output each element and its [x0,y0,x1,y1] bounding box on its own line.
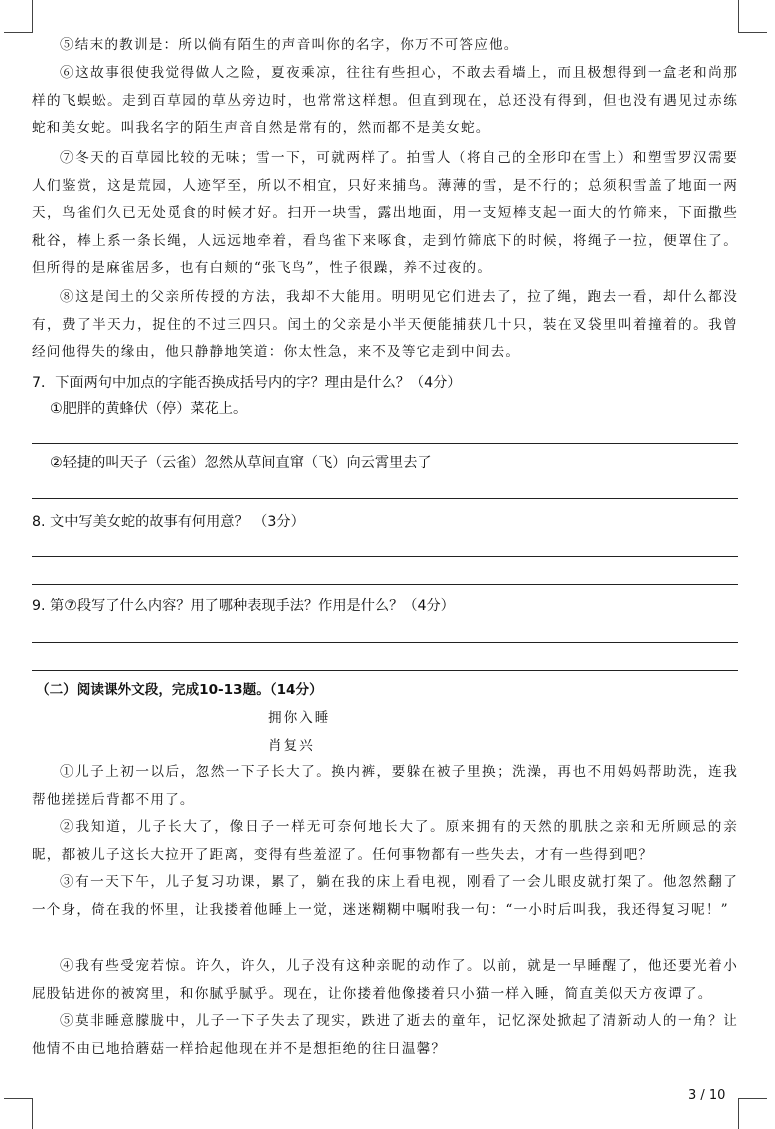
article-paragraph-1: ①儿子上初一以后，忽然一下子长大了。换内裤，要躲在被子里换；洗澡，再也不用妈妈帮助洗，连我帮他搓搓后背都不用了。 [32,764,738,808]
article-author: 肖复兴 [268,738,315,754]
passage-paragraph-7: ⑦冬天的百草园比较的无味；雪一下，可就两样了。拍雪人（将自己的全形印在雪上）和塑雪罗汉需要人们鉴赏，这是荒园，人迹罕至，所以不相宜，只好来捕鸟。薄薄的雪，是不行的；总须积雪盖了地面一两天，鸟雀们久已无处觅食的时候才好。扫开一块雪，露出地面，用一支短棒支起一面大的竹筛来，下面撒些秕谷，棒上系一条长绳，人远远地牵着，看鸟雀下来啄食，走到竹筛底下的时候，将绳子一拉，便罩住了。但所得的是麻雀居多，也有白颊的“张飞鸟”，性子很躁，养不过夜的。 [32,150,738,276]
answer-line[interactable] [32,498,738,499]
passage-paragraph-6: ⑥这故事很使我觉得做人之险，夏夜乘凉，往往有些担心，不敢去看墙上，而且极想得到一盒老和尚那样的飞蜈蚣。走到百草园的草丛旁边时，也常常这样想。但直到现在，总还没有得到，但也没有遇见过赤练蛇和美女蛇。叫我名字的陌生声音自然是常有的，然而都不是美女蛇。 [32,65,738,136]
crop-mark-bottom-left [4,1098,33,1129]
question-8: 8. 文中写美女蛇的故事有何用意？ （3分） [32,514,305,530]
crop-mark-top-left [4,0,33,33]
passage-paragraph-5: ⑤结末的教训是：所以倘有陌生的声音叫你的名字，你万不可答应他。 [60,37,519,53]
answer-line[interactable] [32,443,738,444]
page-number: 3 / 10 [688,1088,726,1103]
answer-line[interactable] [32,670,738,671]
passage-paragraph-8: ⑧这是闰土的父亲所传授的方法，我却不大能用。明明见它们进去了，拉了绳，跑去一看，却什么都没有，费了半天力，捉住的不过三四只。闰土的父亲是小半天便能捕获几十只，装在叉袋里叫着撞着的。我曾经问他得失的缘由，他只静静地笑道：你太性急，来不及等它走到中间去。 [32,289,738,360]
question-7-item-1: ①肥胖的黄蜂伏（停）菜花上。 [50,401,248,417]
article-paragraph-3: ③有一天下午，儿子复习功课，累了，躺在我的床上看电视，刚看了一会儿眼皮就打架了。他忽然翻了一个身，倚在我的怀里，让我搂着他睡上一觉，迷迷糊糊中嘱咐我一句：“一小时后叫我，我还得复习呢！” [32,874,738,918]
crop-mark-top-right [738,0,767,33]
article-paragraph-5: ⑤莫非睡意朦胧中，儿子一下子失去了现实，跌进了逝去的童年，记忆深处掀起了清新动人的一角？让他情不由已地拾蘑菇一样拾起他现在并不是想拒绝的往日温馨？ [32,1013,738,1057]
answer-line[interactable] [32,642,738,643]
article-paragraph-2: ②我知道，儿子长大了，像日子一样无可奈何地长大了。原来拥有的天然的肌肤之亲和无所顾忌的亲昵，都被儿子这长大拉开了距离，变得有些羞涩了。任何事物都有一些失去，才有一些得到吧？ [32,819,738,863]
crop-mark-bottom-right [738,1098,767,1129]
question-7: 7．下面两句中加点的字能否换成括号内的字？理由是什么？（4分） [32,375,462,391]
question-9: 9. 第⑦段写了什么内容？用了哪种表现手法？作用是什么？（4分） [32,598,455,614]
section-2-title: （二）阅读课外文段，完成10-13题。（14分） [36,682,323,698]
article-paragraph-4: ④我有些受宠若惊。许久，许久，儿子没有这种亲昵的动作了。以前，就是一早睡醒了，他还要光着小屁股钻进你的被窝里，和你腻乎腻乎。现在，让你搂着他像搂着只小猫一样入睡，简直美似天方夜谭了。 [32,958,738,1002]
question-7-item-2: ②轻捷的叫天子（云雀）忽然从草间直窜（飞）向云霄里去了 [50,455,432,471]
answer-line[interactable] [32,556,738,557]
article-title: 拥你入睡 [268,710,331,726]
answer-line[interactable] [32,584,738,585]
